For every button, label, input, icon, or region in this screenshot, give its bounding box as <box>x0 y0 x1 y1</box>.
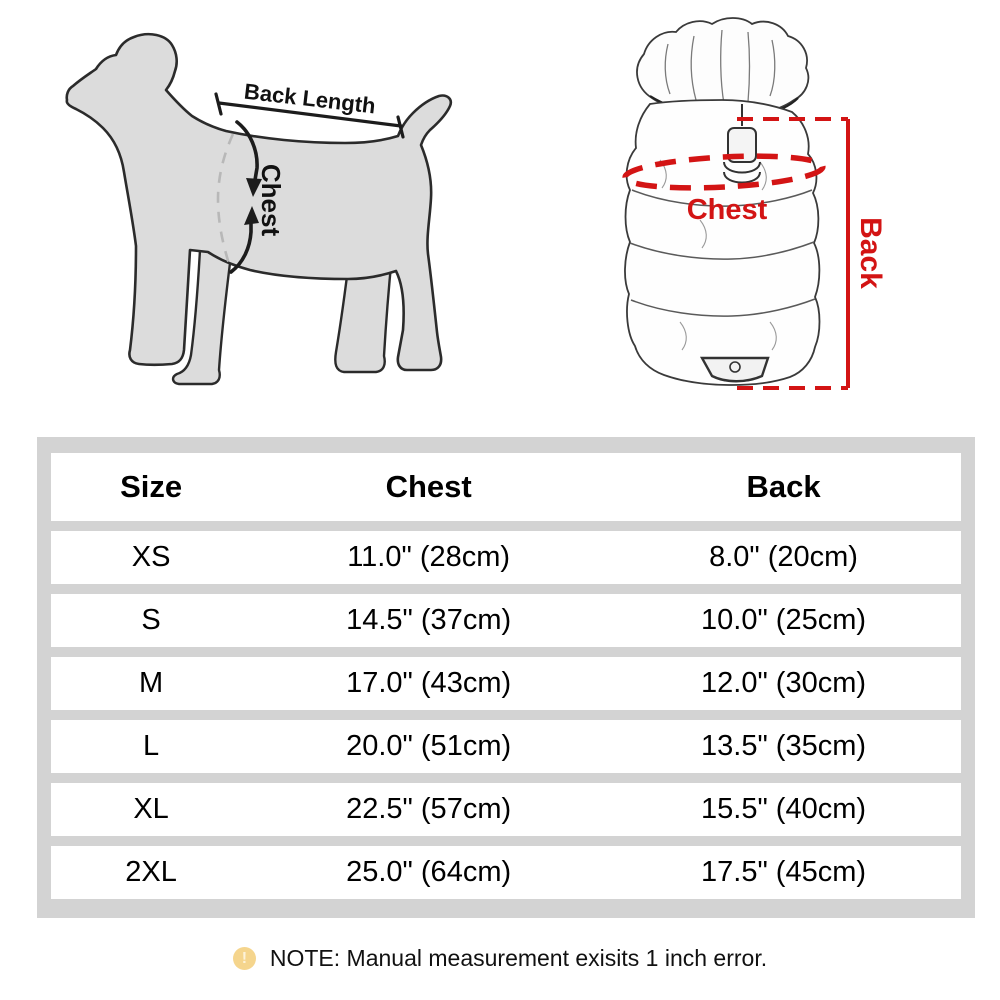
chest-cell: 11.0" (28cm) <box>347 541 511 573</box>
header-chest: Chest <box>385 469 472 504</box>
table-row-xl <box>51 783 961 836</box>
warning-icon: ! <box>233 947 256 970</box>
size-cell: XS <box>131 541 171 573</box>
table-row-xs <box>51 531 961 584</box>
size-cell: XL <box>133 793 169 825</box>
size-table <box>37 437 975 918</box>
size-cell: S <box>141 604 161 636</box>
chest-cell: 22.5" (57cm) <box>346 793 512 825</box>
back-cell: 17.5" (45cm) <box>701 856 867 888</box>
size-cell: L <box>143 730 160 762</box>
jacket-chest-label: Chest <box>686 194 768 226</box>
dog-chest-label: Chest <box>256 163 286 237</box>
jacket-back-label: Back <box>854 217 887 289</box>
header-size: Size <box>120 469 183 504</box>
back-cell: 10.0" (25cm) <box>701 604 867 636</box>
measurement-note <box>0 945 1000 972</box>
chest-cell: 25.0" (64cm) <box>346 856 512 888</box>
table-row-m <box>51 657 961 710</box>
size-table-header-row <box>51 453 961 521</box>
back-cell: 15.5" (40cm) <box>701 793 867 825</box>
measurement-diagrams <box>0 0 1000 432</box>
chest-cell: 17.0" (43cm) <box>346 667 512 699</box>
back-cell: 13.5" (35cm) <box>701 730 867 762</box>
jacket-body <box>625 100 820 385</box>
dog-measurement-diagram <box>67 34 451 384</box>
table-row-l <box>51 720 961 773</box>
chest-cell: 20.0" (51cm) <box>346 730 512 762</box>
table-row-s <box>51 594 961 647</box>
back-cell: 8.0" (20cm) <box>709 541 858 573</box>
size-cell: 2XL <box>125 856 177 888</box>
note-text: NOTE: Manual measurement exisits 1 inch error. <box>269 945 768 971</box>
header-back: Back <box>746 469 821 504</box>
back-length-label: Back Length <box>242 78 377 119</box>
size-cell: M <box>139 667 164 699</box>
jacket-measurement-diagram <box>624 18 887 388</box>
chest-cell: 14.5" (37cm) <box>346 604 512 636</box>
back-cell: 12.0" (30cm) <box>701 667 867 699</box>
table-row-2xl <box>51 846 961 899</box>
